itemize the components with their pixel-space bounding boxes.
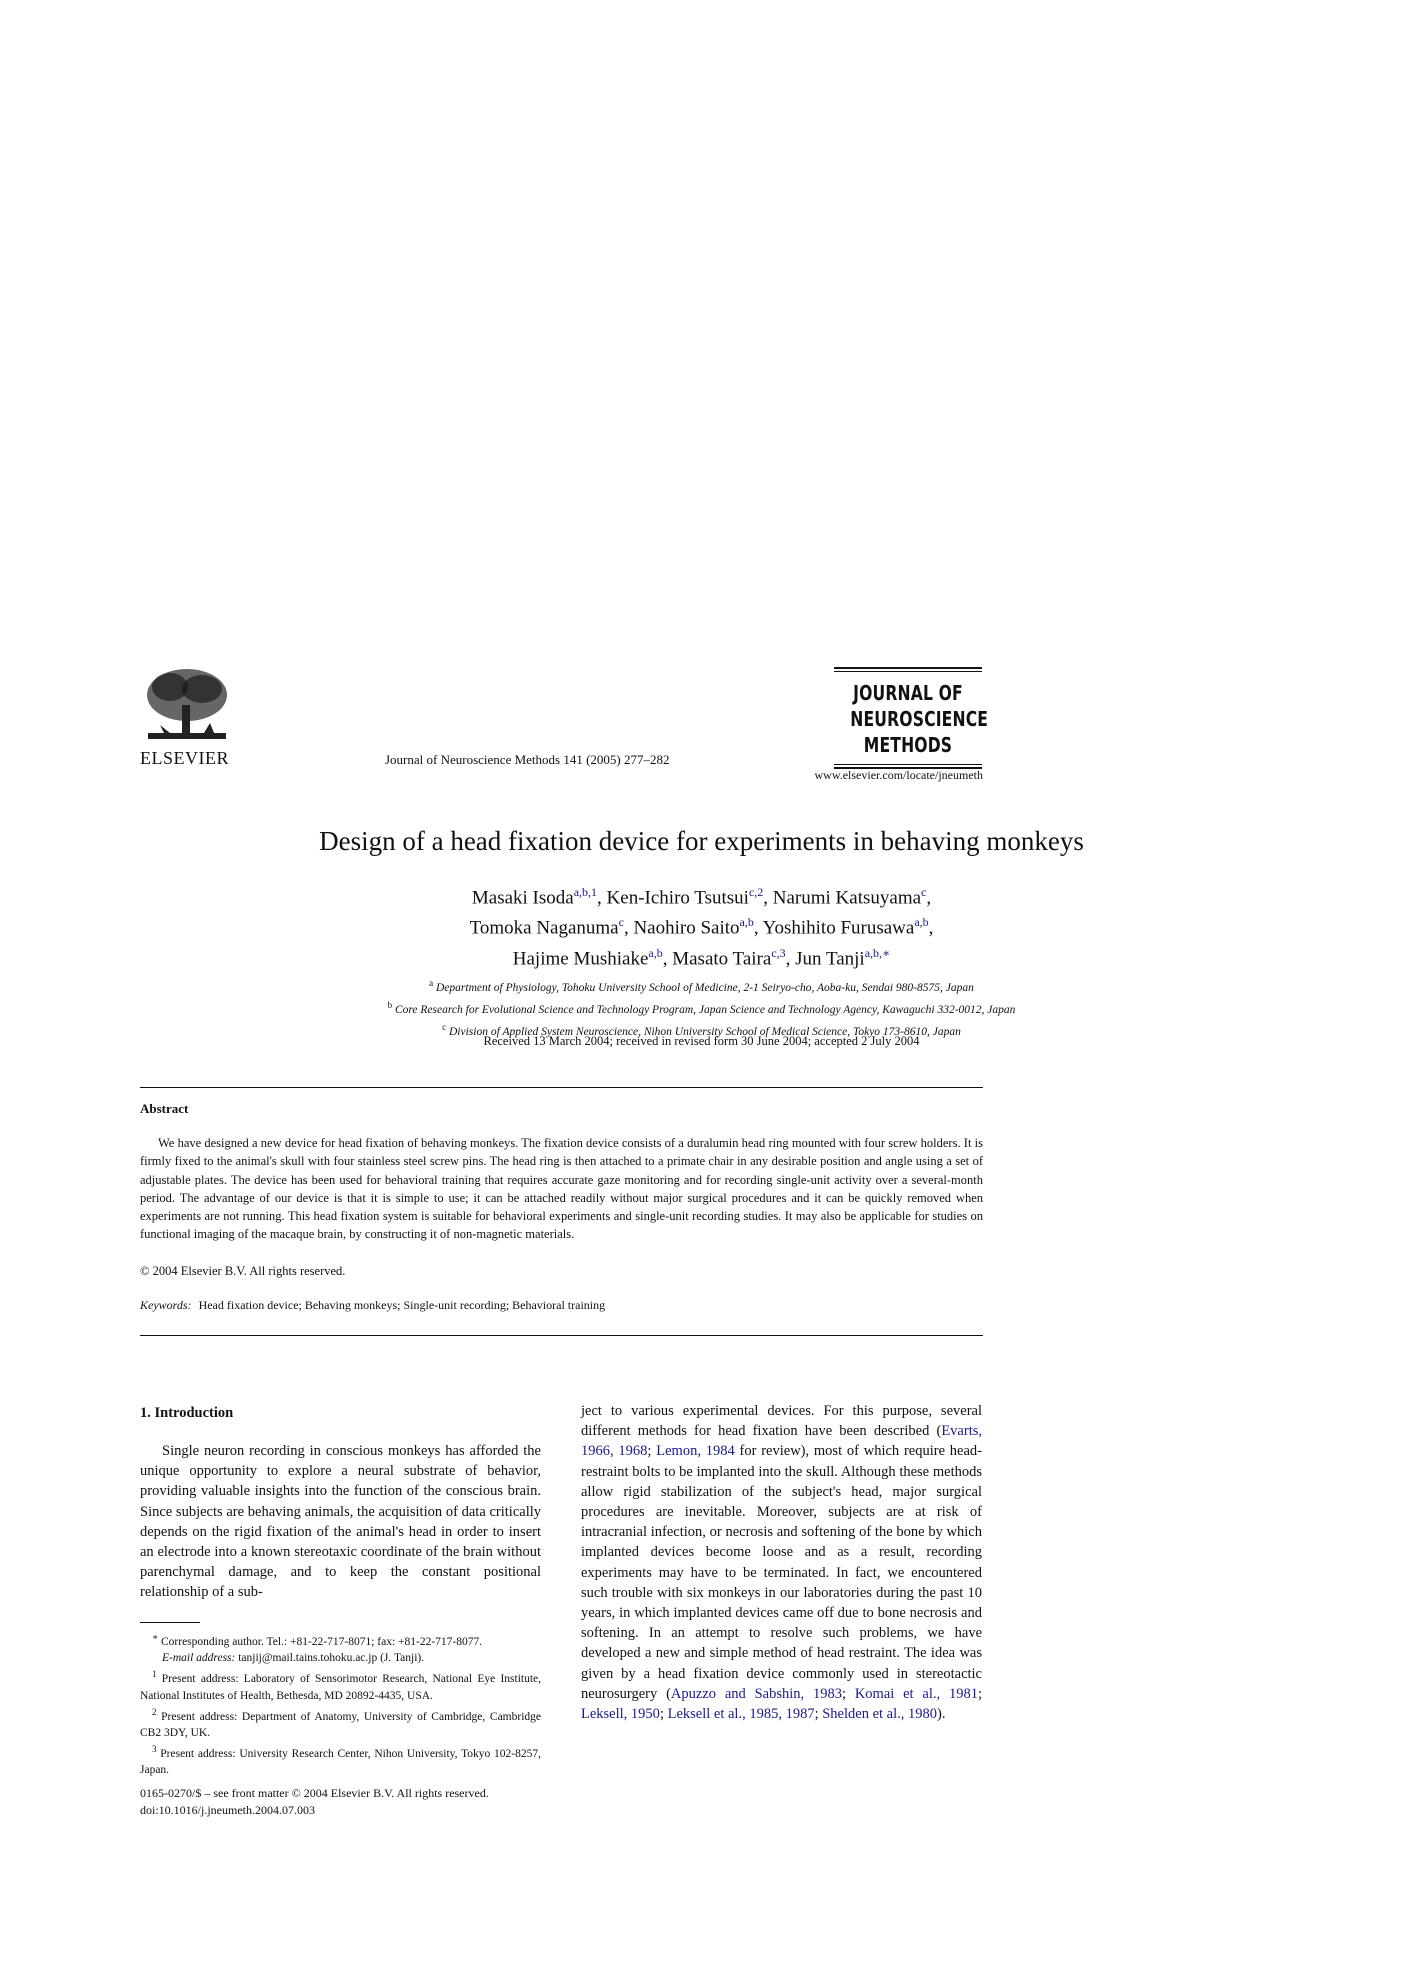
author-name: Ken-Ichiro Tsutsui xyxy=(606,887,749,909)
author-sup[interactable]: a,b xyxy=(914,915,929,930)
author-name: Jun Tanji xyxy=(795,947,865,969)
intro-paragraph: Single neuron recording in conscious monkeys has afforded the unique opportunity to explore a neural substrate of behavior, providing valuable insights into the function of the conscious brain. Since subjects are behaving animals, the acquisition of data critically depends on the rigid fixation of the animal's head in order to insert an electrode into a known stereotaxic coordinate of the brain without parenchymal damage, and to keep the constant positional relationship of a sub- xyxy=(140,1443,541,1601)
publisher-name: ELSEVIER xyxy=(140,748,229,768)
journal-logo xyxy=(834,665,989,771)
author-name: Yoshihito Furusawa xyxy=(762,917,915,939)
author-name: Tomoka Naganuma xyxy=(469,917,619,939)
author-sup[interactable]: a,b xyxy=(739,915,754,930)
ref-lemon[interactable]: Lemon, 1984 xyxy=(656,1443,735,1460)
ref-leksell[interactable]: Leksell, 1950 xyxy=(581,1706,660,1723)
author-sup[interactable]: a,b,1 xyxy=(573,885,598,899)
author-sup[interactable]: c,2 xyxy=(748,885,764,899)
author-sup[interactable]: a,b,∗ xyxy=(864,945,891,960)
footnotes xyxy=(140,1629,541,1779)
affiliation-c: $^c$ Division of Applied System Neuroscience, Nihon University School of Medical Science, Tokyo 173-8610, Japan xyxy=(442,1021,961,1038)
author-list: Masaki Isoda$^{a,b,1}$, Ken-Ichiro Tsutsui$^{c,2}$, Narumi Katsuyama$^c$, Tomoka Naganuma$^c$, Naohiro Saito$^{a,b}$, Yoshihito Furusawa$^{a,b}$, Hajime Mushiake$^{a,b}$, Masato Taira$^{c,3}$, Jun Tanji$^{a,b,∗}$ xyxy=(469,885,934,969)
keywords-list: Head fixation device; Behaving monkeys; Single-unit recording; Behavioral training xyxy=(198,1298,606,1312)
author-name: Masato Taira xyxy=(672,947,772,969)
abstract-copyright: © 2004 Elsevier B.V. All rights reserved. xyxy=(140,1264,346,1278)
ref-evarts[interactable]: Evarts, 1966, 1968 xyxy=(581,1423,982,1460)
footnote-corresponding: ∗ Corresponding author. Tel.: +81-22-717-8071; fax: +81-22-717-8077. xyxy=(152,1632,483,1648)
intro-paragraph-continued: ject to various experimental devices. For this purpose, several different methods for head fixation have been described (Evarts, 1966, 1968; Lemon, 1984 for review), most of which require head-restraint bolts to be implanted into the skull. Although these methods allow rigid stabilization of the subject's head, major surgical procedures are inevitable. Moreover, subjects are at risk of intracranial infection, or necrosis and softening of the bone by which implanted devices become loose and as a result, recording experiments may have to be terminated. In fact, we encountered such trouble with six monkeys in our laboratories during the past 10 years, in which implanted devices came off due to bone necrosis and softening. In an attempt to resolve such problems, we have developed a new and simple method of head restraint. The idea was given by a head fixation device commonly used in stereotactic neurosurgery (Apuzzo and Sabshin, 1983; Komai et al., 1981; Leksell, 1950; Leksell et al., 1985, 1987; Shelden et al., 1980). xyxy=(581,1403,983,1723)
article-title: Design of a head fixation device for experiments in behaving monkeys xyxy=(319,826,1084,856)
intro-left-column xyxy=(140,1441,541,1603)
author-sup[interactable]: c xyxy=(921,885,927,899)
ref-apuzzo[interactable]: Apuzzo and Sabshin, 1983 xyxy=(670,1685,842,1702)
affiliations xyxy=(0,975,1403,1040)
author-sup[interactable]: a,b xyxy=(648,945,663,960)
abstract-heading: Abstract xyxy=(140,1101,189,1116)
author-name: Masaki Isoda xyxy=(471,887,574,909)
footnote-3: $^3$ Present address: University Research Center, Nihon University, Tokyo 102-8257, Japan. xyxy=(140,1744,542,1777)
front-matter xyxy=(140,1785,489,1819)
affiliation-a: $^a$ Department of Physiology, Tohoku University School of Medicine, 2-1 Seiryo-cho, Aoba-ku, Sendai 980-8575, Japan xyxy=(429,978,974,994)
elsevier-tree-logo xyxy=(140,665,234,747)
footnote-2: $^2$ Present address: Department of Anatomy, University of Cambridge, Cambridge CB2 3DY, UK. xyxy=(140,1706,541,1739)
abstract-bottom-rule xyxy=(140,1335,983,1336)
journal-citation: Journal of Neuroscience Methods 141 (2005) 277–282 xyxy=(385,752,670,767)
keywords xyxy=(140,1298,605,1313)
author-name: Naohiro Saito xyxy=(633,917,740,939)
issn-line: 0165-0270/$ – see front matter © 2004 Elsevier B.V. All rights reserved. xyxy=(140,1786,489,1800)
abstract-body xyxy=(140,1134,983,1244)
received-dates: Received 13 March 2004; received in revised form 30 June 2004; accepted 2 July 2004 xyxy=(483,1034,920,1048)
author-name: Narumi Katsuyama xyxy=(772,887,922,909)
section-heading-introduction: 1. Introduction xyxy=(140,1405,234,1421)
author-sup[interactable]: c xyxy=(618,915,624,930)
author-sup[interactable]: c,3 xyxy=(771,945,786,960)
journal-url[interactable]: www.elsevier.com/locate/jneumeth xyxy=(814,768,983,782)
ref-komai[interactable]: Komai et al., 1981 xyxy=(854,1685,978,1702)
intro-right-column xyxy=(581,1401,982,1724)
affiliation-b: $^b$ Core Research for Evolutional Science and Technology Program, Japan Science and Technology Agency, Kawaguchi 332-0012, Japan xyxy=(387,999,1016,1016)
footnote-1: $^1$ Present address: Laboratory of Sensorimotor Research, National Eye Institute, National Institutes of Health, Bethesda, MD 20892-4435, USA. xyxy=(140,1669,542,1702)
email-link[interactable]: tanjij@mail.tains.tohoku.ac.jp (J. Tanji). xyxy=(238,1652,425,1665)
keywords-label: Keywords: xyxy=(140,1298,192,1312)
footnote-email: E-mail address: tanjij@mail.tains.tohoku.ac.jp (J. Tanji). xyxy=(162,1652,425,1665)
doi-line[interactable]: doi:10.1016/j.jneumeth.2004.07.003 xyxy=(140,1803,315,1817)
abstract-top-rule xyxy=(140,1087,983,1088)
ref-leksell-2[interactable]: Leksell et al., 1985, 1987 xyxy=(667,1706,815,1723)
ref-shelden[interactable]: Shelden et al., 1980 xyxy=(822,1706,938,1723)
author-name: Hajime Mushiake xyxy=(512,947,649,969)
footnote-rule xyxy=(140,1622,200,1623)
abstract-text: We have designed a new device for head fixation of behaving monkeys. The fixation device consists of a duralumin head ring mounted with four screw holders. It is firmly fixed to the animal's skull with four stainless steel screw pins. The head ring is then attached to a primate chair in any desirable position and angle using a set of adjustable plates. The device has been used for behavioral training that requires accurate gaze monitoring and for recording single-unit activity over a several-month period. The advantage of our device is that it is simple to use; it can be attached readily without major surgical procedures and it can be quickly removed when experiments are not running. This head fixation system is suitable for behavioral experiments and single-unit recording studies. It may also be applicable for studies on functional imaging of the macaque brain, by constructing it of non-magnetic materials. xyxy=(140,1136,983,1242)
journal-logo-text: JOURNAL OF NEUROSCIENCE METHODS xyxy=(850,681,989,757)
